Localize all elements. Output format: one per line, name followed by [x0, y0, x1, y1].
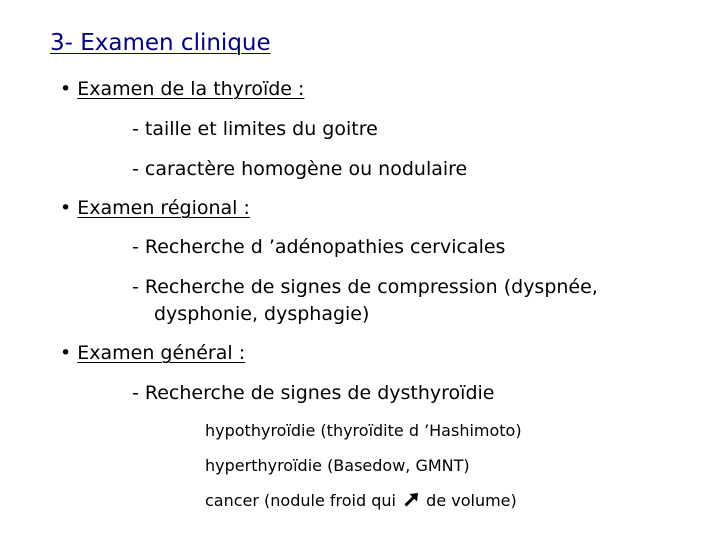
section-heading-thyroid [60, 80, 304, 99]
bullet: • [60, 197, 72, 219]
list-item: - Recherche de signes de dysthyroïdie [132, 382, 495, 404]
arrow-up-right-icon [404, 493, 418, 507]
list-item: - Recherche d ’adénopathies cervicales [132, 236, 506, 258]
list-item: - Recherche de signes de compression (dyspnée, [132, 276, 598, 298]
heading-label: Examen de la thyroïde : [77, 78, 305, 100]
bullet: • [60, 342, 72, 364]
list-item: - caractère homogène ou nodulaire [132, 158, 468, 180]
list-item-continuation: dysphonie, dysphagie) [154, 303, 370, 325]
sub-item-text: de volume) [426, 491, 517, 510]
sub-item-text: cancer (nodule froid qui [205, 491, 396, 510]
heading-label: Examen général : [77, 342, 246, 364]
sub-item-cancer [205, 493, 517, 509]
section-heading-regional [60, 199, 250, 218]
heading-label: Examen régional : [77, 197, 250, 219]
slide-title: 3- Examen clinique [50, 30, 271, 56]
section-heading-general [60, 344, 245, 363]
bullet: • [60, 78, 72, 100]
list-item: - taille et limites du goitre [132, 118, 378, 140]
sub-item: hypothyroïdie (thyroïdite d ’Hashimoto) [205, 421, 522, 440]
sub-item: hyperthyroïdie (Basedow, GMNT) [205, 456, 470, 475]
